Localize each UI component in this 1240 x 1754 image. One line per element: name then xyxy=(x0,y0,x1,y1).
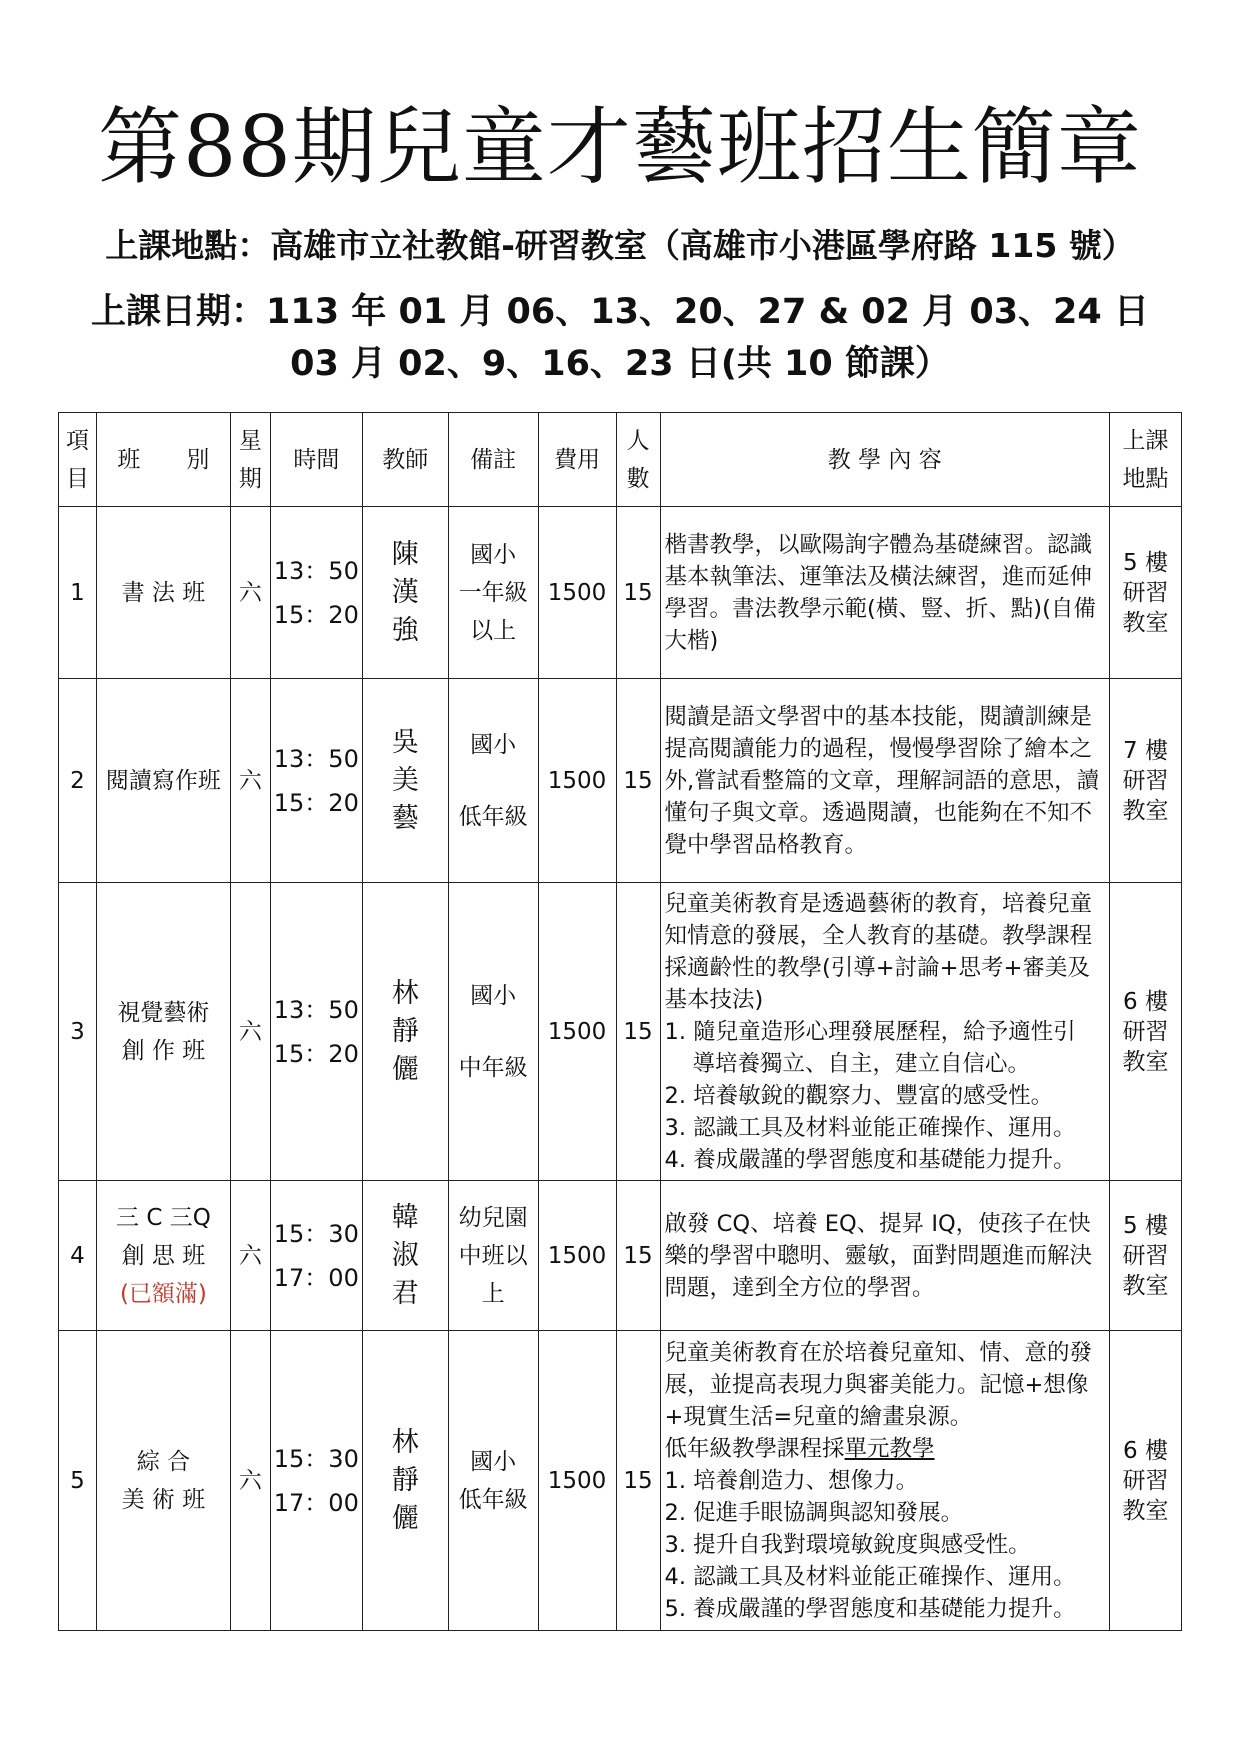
weekday: 六 xyxy=(230,1181,270,1331)
class-name: 三 C 三Q 創 思 班 (已額滿) xyxy=(96,1181,230,1331)
header-time: 時間 xyxy=(270,413,362,507)
header-day: 星 期 xyxy=(230,413,270,507)
note: 國小 低年級 xyxy=(448,1331,538,1631)
capacity: 15 xyxy=(616,679,660,883)
capacity: 15 xyxy=(616,1181,660,1331)
date-line-2: 03 月 02、9、16、23 日(共 10 節課） xyxy=(290,344,950,384)
table-row xyxy=(59,1331,1182,1631)
time: 13：50 15：20 xyxy=(270,883,362,1181)
weekday: 六 xyxy=(230,507,270,679)
header-item: 項 目 xyxy=(59,413,97,507)
full-status: (已額滿) xyxy=(119,1280,207,1307)
weekday: 六 xyxy=(230,679,270,883)
row-number: 3 xyxy=(59,883,97,1181)
note: 國小 低年級 xyxy=(448,679,538,883)
place: 5 樓 研習 教室 xyxy=(1109,507,1181,679)
row-number: 1 xyxy=(59,507,97,679)
row-number: 5 xyxy=(59,1331,97,1631)
capacity: 15 xyxy=(616,883,660,1181)
capacity: 15 xyxy=(616,507,660,679)
note: 國小 中年級 xyxy=(448,883,538,1181)
row-number: 4 xyxy=(59,1181,97,1331)
weekday: 六 xyxy=(230,883,270,1181)
course-content: 兒童美術教育在於培養兒童知、情、意的發展，並提高表現力與審美能力。記憶+想像+現實生活=兒童的繪畫泉源。 低年級教學課程採單元教學 1. 培養創造力、想像力。 2. 促進手眼協調與認知發展。 3. 提升自我對環境敏銳度與感受性。 4. 認識工具及材料並能正確操作、運用。 5. 養成嚴謹的學習態度和基礎能力提升。 xyxy=(660,1331,1109,1631)
header-place: 上課 地點 xyxy=(1109,413,1181,507)
teacher: 陳 漢 強 xyxy=(362,507,448,679)
place: 6 樓 研習 教室 xyxy=(1109,1331,1181,1631)
teacher: 韓 淑 君 xyxy=(362,1181,448,1331)
note: 幼兒園 中班以 上 xyxy=(448,1181,538,1331)
time: 13：50 15：20 xyxy=(270,679,362,883)
place: 7 樓 研習 教室 xyxy=(1109,679,1181,883)
header-teacher: 教師 xyxy=(362,413,448,507)
header-content: 教 學 內 容 xyxy=(660,413,1109,507)
table-row xyxy=(59,679,1182,883)
course-content: 閱讀是語文學習中的基本技能，閱讀訓練是提高閱讀能力的過程，慢慢學習除了繪本之外,嘗試看整篇的文章，理解詞語的意思，讀懂句子與文章。透過閱讀，也能夠在不知不覺中學習品格教育。 xyxy=(660,679,1109,883)
teacher: 林 靜 儷 xyxy=(362,883,448,1181)
place: 5 樓 研習 教室 xyxy=(1109,1181,1181,1331)
fee: 1500 xyxy=(538,679,616,883)
course-content: 兒童美術教育是透過藝術的教育，培養兒童知情意的發展，全人教育的基礎。教學課程採適齡性的教學(引導+討論+思考+審美及基本技法) 1. 隨兒童造形心理發展歷程，給予適性引 導培養獨立、自主，建立自信心。 2. 培養敏銳的觀察力、豐富的感受性。 3. 認識工具及材料並能正確操作、運用。 4. 養成嚴謹的學習態度和基礎能力提升。 xyxy=(660,883,1109,1181)
course-content: 楷書教學，以歐陽詢字體為基礎練習。認識基本執筆法、運筆法及橫法練習，進而延伸學習。書法教學示範(橫、豎、折、點)(自備大楷) xyxy=(660,507,1109,679)
class-name: 閱讀寫作班 xyxy=(96,679,230,883)
table-header-row xyxy=(59,413,1182,507)
note: 國小 一年級 以上 xyxy=(448,507,538,679)
header-fee: 費用 xyxy=(538,413,616,507)
fee: 1500 xyxy=(538,1331,616,1631)
teacher: 林 靜 儷 xyxy=(362,1331,448,1631)
row-number: 2 xyxy=(59,679,97,883)
header-note: 備註 xyxy=(448,413,538,507)
header-count: 人 數 xyxy=(616,413,660,507)
fee: 1500 xyxy=(538,1181,616,1331)
class-name: 視覺藝術 創 作 班 xyxy=(96,883,230,1181)
location-line: 上課地點：高雄市立社教館-研習教室（高雄市小港區學府路 115 號） xyxy=(105,226,1135,265)
table-row xyxy=(59,507,1182,679)
place: 6 樓 研習 教室 xyxy=(1109,883,1181,1181)
teacher: 吳 美 藝 xyxy=(362,679,448,883)
class-name: 書 法 班 xyxy=(96,507,230,679)
date-line-1: 上課日期：113 年 01 月 06、13、20、27 & 02 月 03、24 日 xyxy=(91,292,1149,332)
table-row xyxy=(59,1181,1182,1331)
weekday: 六 xyxy=(230,1331,270,1631)
course-content: 啟發 CQ、培養 EQ、提昇 IQ，使孩子在快樂的學習中聰明、靈敏，面對問題進而解決問題，達到全方位的學習。 xyxy=(660,1181,1109,1331)
page-title: 第88期兒童才藝班招生簡章 xyxy=(98,98,1142,196)
fee: 1500 xyxy=(538,507,616,679)
table-row xyxy=(59,883,1182,1181)
fee: 1500 xyxy=(538,883,616,1181)
time: 13：50 15：20 xyxy=(270,507,362,679)
course-table xyxy=(58,412,1182,1631)
class-name: 綜 合 美 術 班 xyxy=(96,1331,230,1631)
capacity: 15 xyxy=(616,1331,660,1631)
time: 15：30 17：00 xyxy=(270,1331,362,1631)
time: 15：30 17：00 xyxy=(270,1181,362,1331)
header-class: 班 別 xyxy=(96,413,230,507)
